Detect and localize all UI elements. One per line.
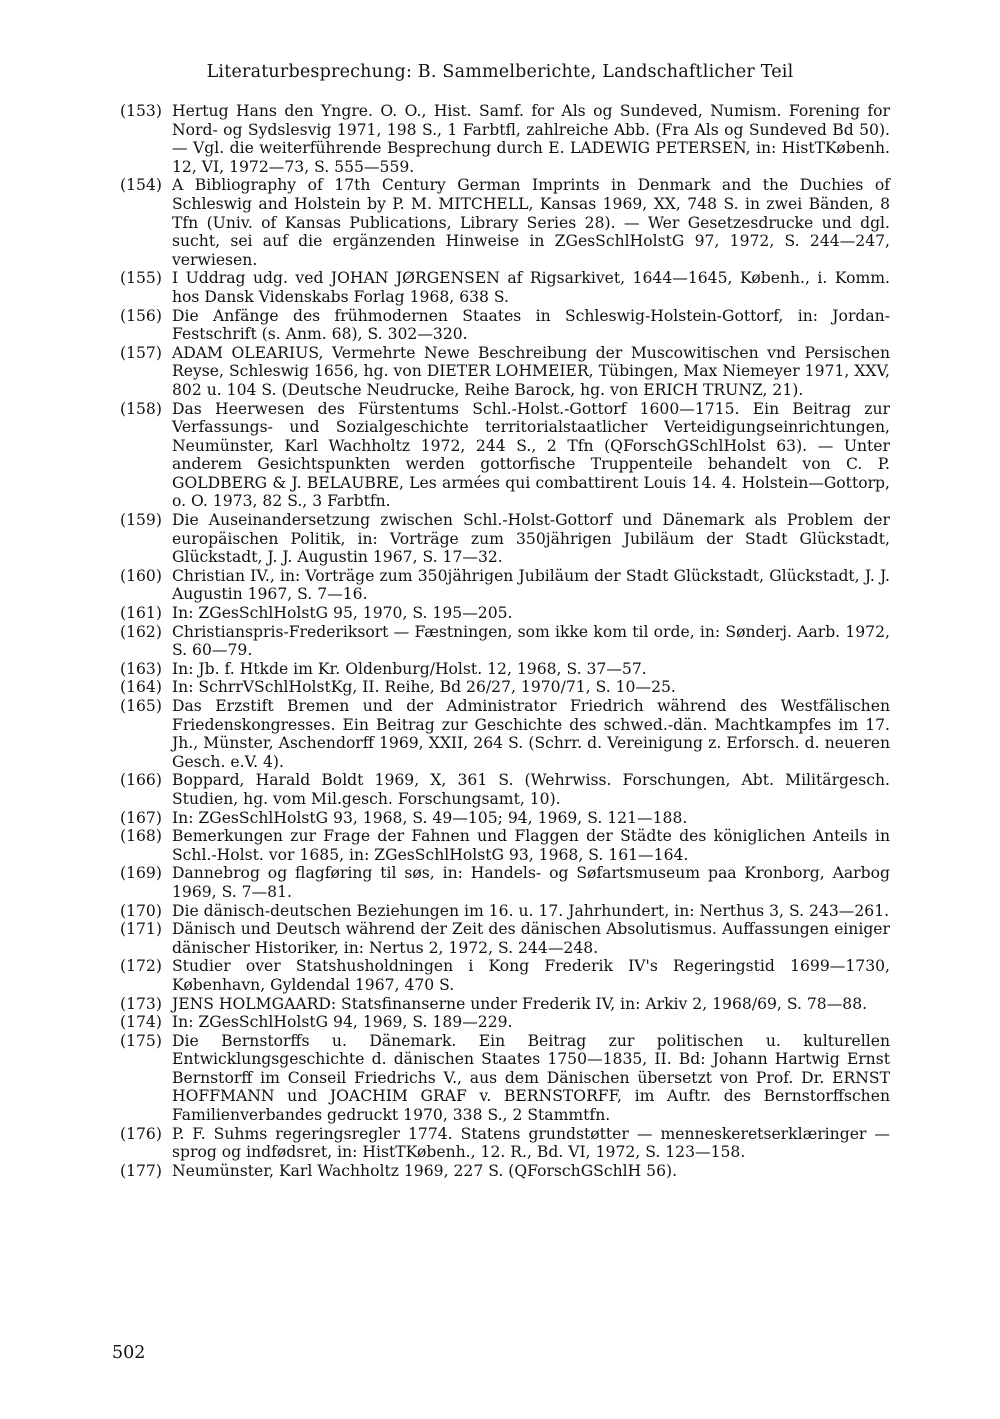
footnote-entry <box>120 697 890 771</box>
footnote-entry <box>120 771 890 808</box>
footnote-text: ADAM OLEARIUS, Vermehrte Newe Beschreibung der Muscowitischen vnd Persischen Reyse, Schleswig 1656, hg. von DIETER LOHMEIER, Tübingen, Max Niemeyer 1971, XXV, 802 u. 104 S. (Deutsche Neudrucke, Reihe Barock, hg. von ERICH TRUNZ, 21). <box>172 343 890 399</box>
footnote-number: (174) <box>120 1013 162 1032</box>
footnote-number: (170) <box>120 901 162 920</box>
footnote-entry <box>120 660 890 679</box>
footnote-number: (164) <box>120 678 162 697</box>
footnote-entry <box>120 567 890 604</box>
footnote-entry <box>120 1125 890 1162</box>
footnote-number: (166) <box>120 771 162 790</box>
footnote-text: JENS HOLMGAARD: Statsfinanserne under Frederik IV, in: Arkiv 2, 1968/69, S. 78—88. <box>172 994 868 1013</box>
footnote-entry <box>120 400 890 512</box>
footnote-text: Neumünster, Karl Wachholtz 1969, 227 S. (QForschGSchlH 56). <box>172 1161 678 1180</box>
footnote-text: Christian IV., in: Vorträge zum 350jährigen Jubiläum der Stadt Glückstadt, Glückstadt, J. J. Augustin 1967, S. 7—16. <box>172 566 890 604</box>
footnote-text: Das Heerwesen des Fürstentums Schl.-Holst.-Gottorf 1600—1715. Ein Beitrag zur Verfassungs- und Sozialgeschichte territorialstaatlicher Verteidigungseinrichtungen, Neumünster, Karl Wachholtz 1972, 244 S., 2 Tfn (QForschGSchlHolst 63). — Unter anderem Gesichtspunkten werden gottorfische Truppenteile behandelt von C. P. GOLDBERG & J. BELAUBRE, Les armées qui combattirent Louis 14. 4. Holstein—Gottorp, o. O. 1973, 82 S., 3 Farbtfn. <box>172 399 890 511</box>
footnote-entry <box>120 902 890 921</box>
footnote-entry <box>120 957 890 994</box>
footnote-text: In: ZGesSchlHolstG 95, 1970, S. 195—205. <box>172 604 513 623</box>
footnote-number: (163) <box>120 659 162 678</box>
footnote-text: Bemerkungen zur Frage der Fahnen und Flaggen der Städte des königlichen Anteils in Schl.-Holst. vor 1685, in: ZGesSchlHolstG 93, 1968, S. 161—164. <box>172 827 890 864</box>
footnote-text: Hertug Hans den Yngre. O. O., Hist. Samf. for Als og Sundeved, Numism. Forening for Nord- og Sydslesvig 1971, 198 S., 1 Farbtfl, zahlreiche Abb. (Fra Als og Sundeved Bd 50). — Vgl. die weiterführende Besprechung durch E. LADEWIG PETERSEN, in: HistTKøbenh. 12, VI, 1972—73, S. 555—559. <box>172 102 890 176</box>
footnote-entry <box>120 623 890 660</box>
footnote-text: In: Jb. f. Htkde im Kr. Oldenburg/Holst. 12, 1968, S. 37—57. <box>172 659 647 678</box>
footnote-text: In: ZGesSchlHolstG 93, 1968, S. 49—105; 94, 1969, S. 121—188. <box>172 808 688 827</box>
footnote-number: (169) <box>120 864 162 883</box>
footnote-entry <box>120 511 890 567</box>
footnote-entry <box>120 827 890 864</box>
footnote-entry <box>120 1013 890 1032</box>
footnote-number: (153) <box>120 102 162 120</box>
footnote-number: (165) <box>120 697 162 715</box>
footnote-entry <box>120 269 890 306</box>
footnote-text: Das Erzstift Bremen und der Administrator Friedrich während des Westfälischen Friedenskongresses. Ein Beitrag zur Geschichte des schwed.-dän. Machtkampfes im 17. Jh., Münster, Aschendorff 1969, XXII, 264 S. (Schrr. d. Vereinigung z. Erforsch. d. neueren Gesch. e.V. 4). <box>172 697 890 771</box>
footnote-number: (177) <box>120 1161 162 1180</box>
footnote-text: Dannebrog og flagføring til søs, in: Handels- og Søfartsmuseum paa Kronborg, Aarbog 1969, S. 7—81. <box>172 864 890 901</box>
footnote-entry <box>120 864 890 901</box>
footnote-entry <box>120 344 890 400</box>
footnote-number: (160) <box>120 566 162 585</box>
footnote-text: Studier over Statshusholdningen i Kong Frederik IV's Regeringstid 1699—1730, København, Gyldendal 1967, 470 S. <box>172 957 890 994</box>
footnote-number: (155) <box>120 269 162 288</box>
footnote-text: Die Auseinandersetzung zwischen Schl.-Holst-Gottorf und Dänemark als Problem der europäischen Politik, in: Vorträge zum 350jährigen Jubiläum der Stadt Glückstadt, Glückstadt, J. J. Augustin 1967, S. 17—32. <box>172 511 890 567</box>
footnote-entry <box>120 102 890 176</box>
footnote-text: Die Bernstorffs u. Dänemark. Ein Beitrag zur politischen u. kulturellen Entwicklungsgeschichte d. dänischen Staates 1750—1835, II. Bd: Johann Hartwig Ernst Bernstorff im Conseil Friedrichs V., aus dem Dänischen übersetzt von Prof. Dr. ERNST HOFFMANN und JOACHIM GRAF v. BERNSTORFF, im Auftr. des Bernstorffschen Familienverbandes gedruckt 1970, 338 S., 2 Stammtfn. <box>172 1031 890 1125</box>
page-number: 502 <box>112 1343 146 1363</box>
footnote-entry <box>120 678 890 697</box>
footnote-text: A Bibliography of 17th Century German Imprints in Denmark and the Duchies of Schleswig and Holstein by P. M. MITCHELL, Kansas 1969, XX, 748 S. in zwei Bänden, 8 Tfn (Univ. of Kansas Publications, Library Series 28). — Wer Gesetzesdrucke und dgl. sucht, sei auf die ergänzenden Hinweise in ZGesSchlHolstG 97, 1972, S. 244—247, verwiesen. <box>172 176 890 269</box>
footnote-number: (167) <box>120 808 162 827</box>
footnote-text: Die Anfänge des frühmodernen Staates in Schleswig-Holstein-Gottorf, in: Jordan-Festschrift (s. Anm. 68), S. 302—320. <box>172 306 890 344</box>
footnote-number: (172) <box>120 957 162 976</box>
footnote-text: In: SchrrVSchlHolstKg, II. Reihe, Bd 26/27, 1970/71, S. 10—25. <box>172 678 676 697</box>
footnote-entry <box>120 307 890 344</box>
footnote-text: Boppard, Harald Boldt 1969, X, 361 S. (Wehrwiss. Forschungen, Abt. Militärgesch. Studien, hg. vom Mil.gesch. Forschungsamt, 10). <box>172 771 890 808</box>
footnote-text: Christianspris-Frederiksort — Fæstningen, som ikke kom til orde, in: Sønderj. Aarb. 1972, S. 60—79. <box>172 622 890 660</box>
footnote-text: In: ZGesSchlHolstG 94, 1969, S. 189—229. <box>172 1013 513 1032</box>
footnote-entry <box>120 920 890 957</box>
footnote-entry <box>120 995 890 1014</box>
footnote-number: (159) <box>120 511 162 530</box>
footnote-number: (171) <box>120 920 162 939</box>
footnote-number: (175) <box>120 1031 162 1050</box>
footnote-text: Dänisch und Deutsch während der Zeit des dänischen Absolutismus. Auffassungen einiger dänischer Historiker, in: Nertus 2, 1972, S. 244—248. <box>172 920 890 957</box>
footnote-list <box>120 102 890 1180</box>
footnote-entry <box>120 604 890 623</box>
footnote-number: (158) <box>120 399 162 418</box>
footnote-text: P. F. Suhms regeringsregler 1774. Statens grundstøtter — menneskeretserklæringer — sprog og indfødsret, in: HistTKøbenh., 12. R., Bd. VI, 1972, S. 123—158. <box>172 1124 890 1162</box>
footnote-number: (168) <box>120 827 162 846</box>
footnote-entry <box>120 1032 890 1125</box>
footnote-number: (156) <box>120 306 162 325</box>
footnote-number: (162) <box>120 622 162 641</box>
footnote-number: (161) <box>120 604 162 623</box>
footnote-number: (157) <box>120 343 162 362</box>
footnote-number: (176) <box>120 1124 162 1143</box>
footnote-entry <box>120 176 890 269</box>
footnote-text: I Uddrag udg. ved JOHAN JØRGENSEN af Rigsarkivet, 1644—1645, Københ., i. Komm. hos Dansk Videnskabs Forlag 1968, 638 S. <box>172 269 890 306</box>
footnote-text: Die dänisch-deutschen Beziehungen im 16. u. 17. Jahrhundert, in: Nerthus 3, S. 243—261. <box>172 901 890 920</box>
footnote-entry <box>120 809 890 828</box>
footnote-number: (154) <box>120 176 162 195</box>
footnote-entry <box>120 1162 890 1181</box>
footnote-number: (173) <box>120 994 162 1013</box>
running-header: Literaturbesprechung: B. Sammelberichte, Landschaftlicher Teil <box>206 62 794 82</box>
